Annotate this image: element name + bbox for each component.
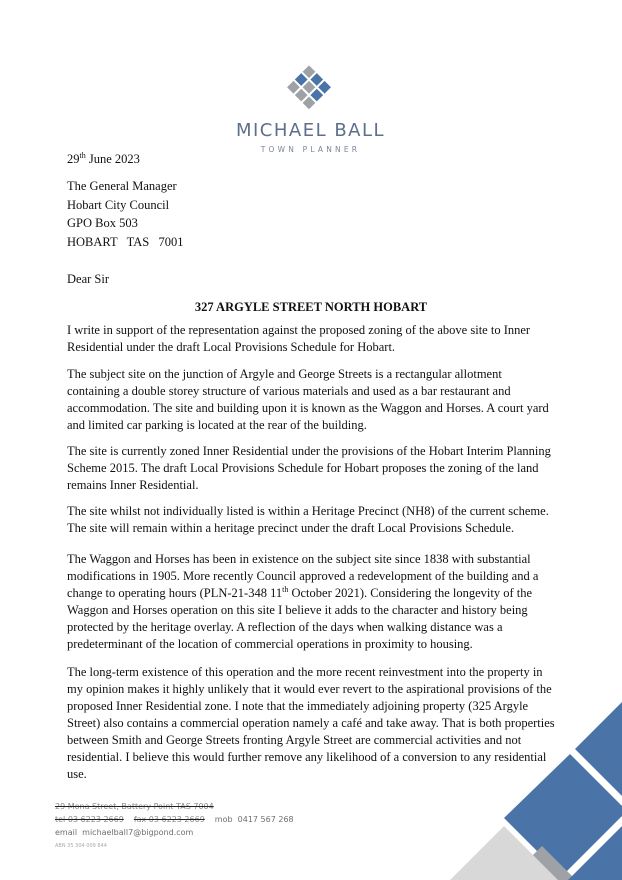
footer-email: email michaelball7@bigpond.com [55, 828, 194, 837]
brand-subtitle: TOWN PLANNER [260, 145, 361, 154]
ordinal-suffix: th [282, 584, 289, 594]
paragraph: The site is currently zoned Inner Residential under the provisions of the Hobart Interim Planning Scheme 2015. The draft Local Provisions Schedule for Hobart proposes the zoning of the land remains Inner Residential. [67, 444, 551, 492]
paragraph: The site whilst not individually listed is within a Heritage Precinct (NH8) of the current scheme. The site will remain within a heritage precinct under the draft Local Provisions Schedule. [67, 504, 549, 535]
diamond-logo-icon [283, 62, 335, 114]
paragraph-part: The Waggon and Horses has been in existence on the subject site since 1838 with substantial modifications in 1905. More recently Council approved a redevelopment of the building and a change to operating hours (PLN-21-348 11 [67, 552, 539, 600]
paragraph-part: October 2021). Considering the longevity of the Waggon and Horses operation on this site I believe it adds to the character and history being protected by the heritage overlay. A reflection of the days when walking distance was a predeterminant of the location of commercial operations in proximity to housing. [67, 586, 533, 651]
footer-tel: tel 03 6223 2669 [55, 815, 124, 824]
date-suffix: th [79, 151, 86, 160]
footer-fax: fax 03 6223 2669 [133, 815, 205, 824]
footer-mobile: mob 0417 567 268 [214, 815, 294, 824]
recipient-line: The General Manager [67, 179, 177, 193]
paragraph: The subject site on the junction of Argyle and George Streets is a rectangular allotment containing a double storey structure of various materials and used as a bar restaurant and accommodation. The site and building upon it is known as the Waggon and Horses. A court yard and limited car parking is located at the rear of the building. [67, 367, 549, 432]
subject-heading: 327 ARGYLE STREET NORTH HOBART [194, 300, 428, 314]
letterhead-footer [55, 802, 294, 849]
recipient-line: HOBART TAS 7001 [67, 235, 184, 250]
recipient-line: GPO Box 503 [67, 216, 138, 231]
footer-abn: ABN 35 304 009 844 [55, 843, 107, 849]
salutation: Dear Sir [67, 272, 109, 286]
paragraph: I write in support of the representation against the proposed zoning of the above site to Inner Residential under the draft Local Provisions Schedule for Hobart. [67, 323, 531, 354]
paragraph: The long-term existence of this operation and the more recent reinvestment into the property in my opinion makes it highly unlikely that it would ever revert to the aspirational provisions of the proposed Inner Residential zone. I note that the immediately adjoining property (325 Argyle Street) also contains a commercial operation namely a café and take away. That is both properties between Smith and George Streets fronting Argyle Street are commercial activities and not residential. I believe this would further remove any likelihood of a conversion to any residential use. [67, 665, 555, 781]
brand-name: MICHAEL BALL [235, 120, 386, 141]
date-day: 29 [67, 152, 80, 167]
date-rest: June 2023 [85, 152, 140, 167]
footer-address: 29 Mona Street, Battery Point TAS 7004 [55, 802, 214, 811]
corner-diamond-decoration [380, 680, 622, 880]
letter-date [67, 151, 140, 167]
recipient-line: Hobart City Council [67, 197, 170, 212]
recipient-address [67, 177, 184, 252]
paragraph [67, 551, 555, 653]
